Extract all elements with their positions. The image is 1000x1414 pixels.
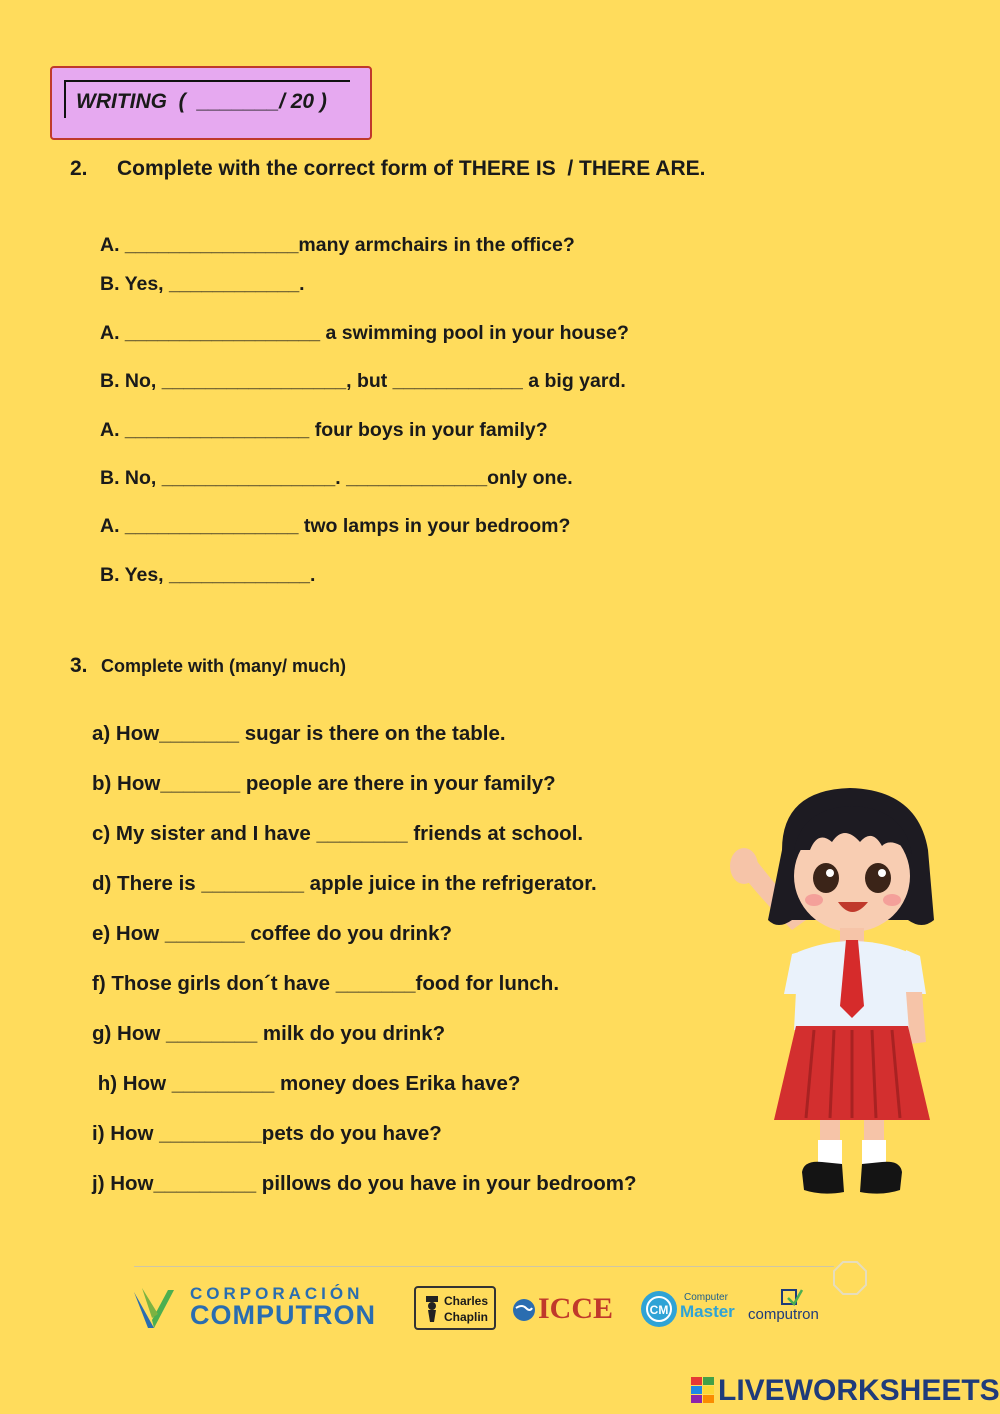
q2-number: 2. — [70, 157, 88, 180]
q3-line: d) There is _________ apple juice in the refrigerator. — [92, 872, 597, 895]
liveworksheets-blocks-icon — [690, 1376, 716, 1404]
writing-score-label: WRITING ( _______/ 20 ) — [76, 90, 327, 113]
corp-line1: CORPORACIÓN — [190, 1284, 364, 1303]
box-rule-left — [64, 80, 66, 118]
girl-illustration — [722, 780, 962, 1210]
liveworksheets-text: LIVEWORKSHEETS — [718, 1374, 1000, 1407]
charles-chaplin-logo — [414, 1286, 496, 1330]
corporacion-computron-logo — [130, 1282, 392, 1332]
computron2-text: computron — [748, 1306, 819, 1323]
q2-line: A. __________________ a swimming pool in your house? — [100, 322, 629, 344]
q3-number: 3. — [70, 654, 88, 677]
q2-line: A. _________________ four boys in your family? — [100, 419, 548, 441]
q3-line: a) How_______ sugar is there on the table. — [92, 722, 506, 745]
q3-line: e) How _______ coffee do you drink? — [92, 922, 452, 945]
svg-text:CM: CM — [649, 1303, 669, 1317]
box-rule-top — [64, 80, 350, 82]
q2-line: B. Yes, _____________. — [100, 564, 316, 586]
chaplin-line2: Chaplin — [444, 1310, 488, 1324]
computron-small-logo — [746, 1288, 840, 1332]
computer-master-logo — [640, 1288, 740, 1332]
footer-divider — [134, 1266, 834, 1267]
icce-text: ICCE — [538, 1292, 614, 1325]
writing-score-box — [50, 66, 372, 140]
q2-line: A. ________________ two lamps in your bedroom? — [100, 515, 571, 537]
q2-line: B. No, _________________, but ____________ a big yard. — [100, 370, 626, 392]
q2-line: B. Yes, ____________. — [100, 273, 305, 295]
q2-line: A. ________________many armchairs in the office? — [100, 234, 575, 256]
chaplin-line1: Charles — [444, 1294, 489, 1308]
corp-line2: COMPUTRON — [190, 1300, 376, 1330]
globe-icon — [512, 1298, 536, 1322]
master-line2: Master — [680, 1302, 735, 1321]
q3-line: c) My sister and I have ________ friends at school. — [92, 822, 584, 845]
q2-title: Complete with the correct form of THERE IS / THERE ARE. — [117, 157, 706, 180]
q3-line: h) How _________ money does Erika have? — [92, 1072, 521, 1095]
cm-badge-icon — [640, 1290, 678, 1328]
q3-line: g) How ________ milk do you drink? — [92, 1022, 446, 1045]
q3-line: f) Those girls don´t have _______food for lunch. — [92, 972, 560, 995]
icce-logo — [512, 1288, 632, 1332]
master-line1: Computer — [684, 1292, 728, 1303]
computron-leaf-icon — [130, 1284, 180, 1330]
computron-check-icon — [780, 1288, 804, 1308]
chaplin-figure-icon — [422, 1294, 442, 1324]
q3-line: b) How_______ people are there in your family? — [92, 772, 556, 795]
q3-line: i) How _________pets do you have? — [92, 1122, 442, 1145]
liveworksheets-logo — [690, 1372, 1000, 1408]
q3-line: j) How_________ pillows do you have in your bedroom? — [92, 1172, 637, 1195]
q3-title: Complete with (many/ much) — [101, 656, 347, 676]
q2-line: B. No, ________________. _____________only one. — [100, 467, 573, 489]
